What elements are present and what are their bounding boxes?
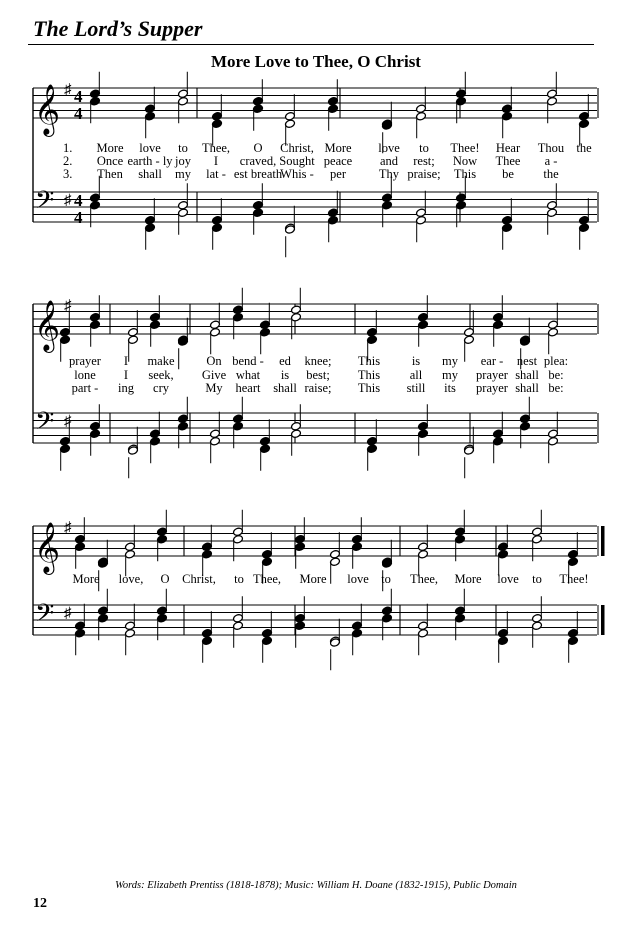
key-signature-sharp: ♯	[64, 520, 72, 536]
lyric-syllable: More	[72, 572, 100, 586]
lyric-syllable: to	[178, 141, 188, 155]
lyric-syllable: Thee!	[559, 572, 589, 586]
lyric-syllable: ear -	[480, 354, 504, 368]
verse-number: 1.	[63, 141, 73, 155]
lyric-syllable: love	[139, 141, 161, 155]
lyric-syllable: Now	[452, 154, 478, 168]
hymn-title: More Love to Thee, O Christ	[211, 52, 421, 71]
lyric-syllable: ing	[118, 381, 134, 395]
lyric-syllable: shall	[138, 167, 162, 181]
lyric-syllable: my	[442, 354, 458, 368]
key-signature-sharp: ♯	[64, 192, 72, 209]
lyric-syllable: love	[378, 141, 400, 155]
page-number: 12	[33, 896, 47, 911]
lyric-syllable: Thou	[537, 141, 565, 155]
lyric-syllable: shall	[273, 381, 297, 395]
lyric-syllable: knee;	[304, 354, 332, 368]
time-signature-top: 4	[74, 191, 83, 210]
lyric-syllable: More	[96, 141, 124, 155]
lyric-syllable: be	[502, 167, 514, 181]
lyric-syllable: This	[453, 167, 477, 181]
lyric-syllable: to	[381, 572, 391, 586]
lyric-syllable: all	[409, 368, 423, 382]
lyric-syllable: cry	[153, 381, 169, 395]
lyric-syllable: to	[532, 572, 542, 586]
lyric-syllable: This	[357, 381, 381, 395]
lyric-syllable: the	[576, 141, 592, 155]
lyric-syllable: is	[280, 368, 290, 382]
lyric-syllable: This	[357, 354, 381, 368]
section-title: The Lord’s Supper	[33, 16, 203, 41]
lyric-syllable: Christ,	[182, 572, 216, 586]
lyric-syllable: to	[234, 572, 244, 586]
lyric-syllable: craved,	[239, 154, 277, 168]
bass-clef: 𝄢	[35, 600, 55, 633]
lyric-syllable: be:	[548, 381, 564, 395]
lyric-syllable: rest;	[413, 154, 435, 168]
lyric-syllable: ed	[279, 354, 291, 368]
lyric-syllable: part -	[71, 381, 99, 395]
lyric-syllable: prayer	[69, 354, 101, 368]
verse-number: 2.	[63, 154, 73, 168]
lyric-syllable: its	[444, 381, 456, 395]
lyric-syllable: seek,	[148, 368, 174, 382]
time-signature-top: 4	[74, 87, 83, 106]
lyric-syllable: est breath	[233, 167, 283, 181]
lyric-syllable: be:	[548, 368, 564, 382]
lyric-syllable: Thee,	[252, 572, 282, 586]
key-signature-sharp: ♯	[64, 82, 72, 98]
lyric-syllable: This	[357, 368, 381, 382]
bass-staff	[33, 589, 605, 671]
lyric-syllable: O	[253, 141, 263, 155]
lyric-syllable: nest	[516, 354, 538, 368]
lyric-syllable: joy	[175, 154, 191, 168]
treble-clef: 𝄞	[34, 301, 61, 350]
lyric-syllable: what	[235, 368, 261, 382]
treble-clef: 𝄞	[34, 85, 61, 134]
bass-clef: 𝄢	[35, 408, 55, 441]
key-signature-sharp: ♯	[64, 298, 72, 314]
lyric-syllable: prayer	[476, 368, 508, 382]
credits: Words: Elizabeth Prentiss (1818-1878); Music: William H. Doane (1832-1915), Public Domain	[115, 880, 517, 891]
lyric-syllable: bend -	[232, 354, 264, 368]
lyric-syllable: Christ,	[280, 141, 314, 155]
lyric-syllable: Sought	[279, 154, 315, 168]
lyric-syllable: plea:	[543, 354, 569, 368]
lyric-syllable: Thee,	[409, 572, 439, 586]
lyric-syllable: Thee!	[450, 141, 480, 155]
lyric-syllable: I	[123, 354, 129, 368]
lyric-syllable: my	[175, 167, 191, 181]
lyric-syllable: best;	[306, 368, 330, 382]
lyric-syllable: make	[147, 354, 175, 368]
lyric-syllable: praise;	[407, 167, 441, 181]
lyric-syllable: On	[206, 354, 222, 368]
lyric-syllable: More	[324, 141, 352, 155]
lyric-syllable: my	[442, 368, 458, 382]
lyric-syllable: My	[205, 381, 223, 395]
lyric-syllable: Then	[97, 167, 123, 181]
bass-staff	[33, 397, 598, 479]
lyric-syllable: to	[419, 141, 429, 155]
bass-staff	[33, 176, 598, 258]
treble-clef: 𝄞	[34, 523, 61, 572]
lyric-syllable: More	[454, 572, 482, 586]
bass-clef: 𝄢	[35, 187, 55, 220]
lyric-syllable: lone	[74, 368, 96, 382]
lyric-syllable: love,	[118, 572, 144, 586]
lyric-syllable: love	[347, 572, 369, 586]
lyric-syllable: is	[411, 354, 421, 368]
lyric-syllable: and	[379, 154, 399, 168]
key-signature-sharp: ♯	[64, 605, 72, 622]
lyric-syllable: Once	[96, 154, 124, 168]
lyric-syllable: Hear	[495, 141, 521, 155]
key-signature-sharp: ♯	[64, 413, 72, 430]
lyric-syllable: Give	[201, 368, 227, 382]
lyric-syllable: heart	[235, 381, 261, 395]
lyric-syllable: Thee,	[201, 141, 231, 155]
lyric-syllable: still	[406, 381, 426, 395]
lyric-syllable: shall	[515, 381, 539, 395]
time-signature-bottom: 4	[74, 104, 83, 123]
final-barline	[601, 526, 605, 556]
lyric-syllable: Whis -	[280, 167, 314, 181]
lyric-syllable: a -	[544, 154, 558, 168]
lyric-syllable: peace	[323, 154, 353, 168]
lyric-syllable: earth - ly	[127, 154, 173, 168]
lyric-syllable: Thee	[495, 154, 521, 168]
verse-number: 3.	[63, 167, 73, 181]
lyric-syllable: love	[497, 572, 519, 586]
lyric-syllable: I	[213, 154, 219, 168]
lyric-syllable: lat -	[206, 167, 226, 181]
lyric-syllable: I	[123, 368, 129, 382]
lyric-syllable: the	[543, 167, 559, 181]
final-barline	[601, 605, 605, 635]
lyric-syllable: per	[330, 167, 346, 181]
lyric-syllable: prayer	[476, 381, 508, 395]
lyric-syllable: Thy	[378, 167, 400, 181]
lyric-syllable: More	[299, 572, 327, 586]
lyric-syllable: O	[160, 572, 170, 586]
lyric-syllable: shall	[515, 368, 539, 382]
time-signature-bottom: 4	[74, 208, 83, 227]
lyric-syllable: raise;	[304, 381, 332, 395]
